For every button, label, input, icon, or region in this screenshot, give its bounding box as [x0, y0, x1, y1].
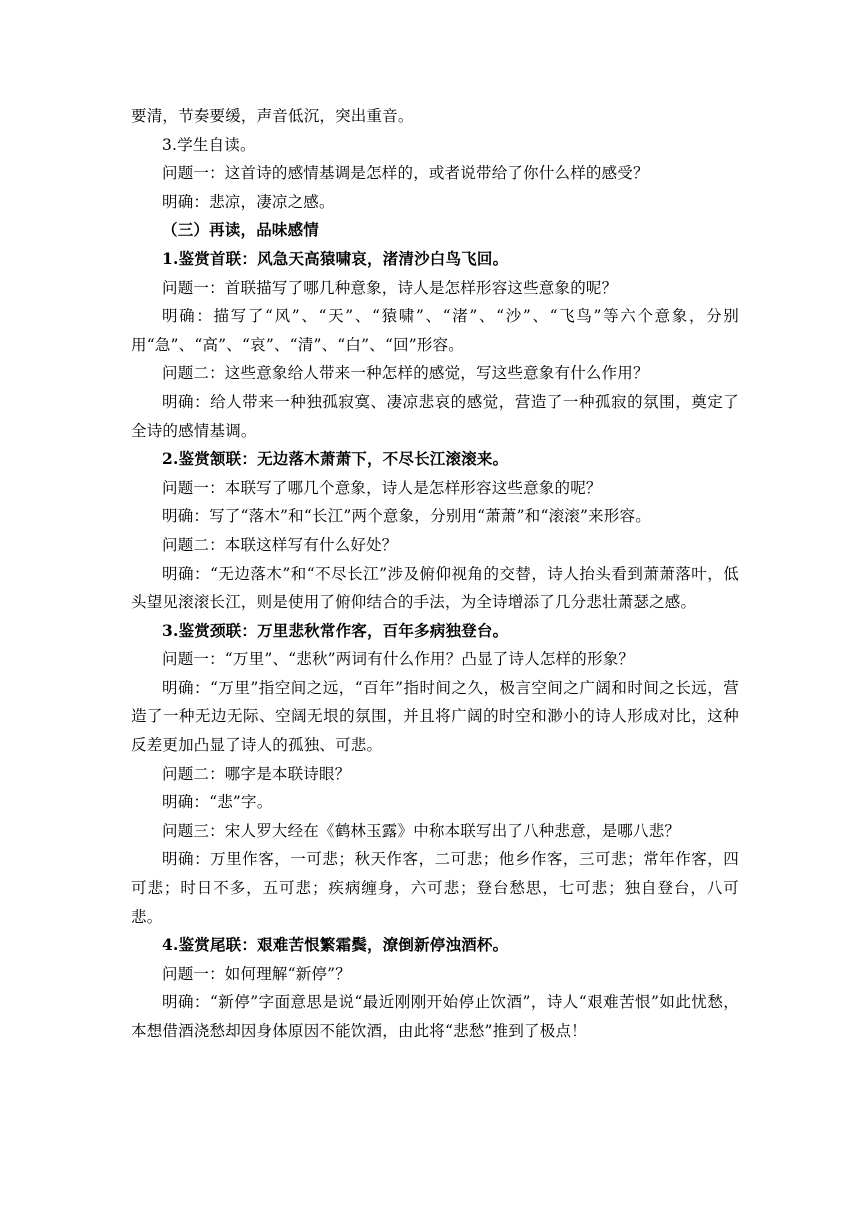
paragraph-answer: 明确：“新停”字面意思是说“最近刚刚开始停止饮酒”，诗人“艰难苦恨”如此忧愁，本想借酒浇愁却因身体原因不能饮酒，由此将“悲愁”推到了极点！ [131, 993, 739, 1040]
subsection-heading: 2.鉴赏颔联：无边落木萧萧下，不尽长江滚滚来。 [162, 449, 509, 469]
document-body [131, 102, 739, 1046]
paragraph-reading-guidance-end: 要清，节奏要缓，声音低沉，突出重音。 [131, 107, 414, 125]
paragraph-question: 问题一：“万里”、“悲秋”两词有什么作用？凸显了诗人怎样的形象？ [162, 650, 635, 669]
paragraph-answer: 明确：描写了“风”、“天”、“猿啸”、“渚”、“沙”、“飞鸟”等六个意象，分别用“急”、“高”、“哀”、“清”、“白”、“回”形容。 [131, 307, 739, 354]
section-heading: （三）再读，品味感情 [162, 220, 320, 240]
subsection-heading: 1.鉴赏首联：风急天高猿啸哀，渚清沙白鸟飞回。 [162, 248, 509, 268]
paragraph-question: 问题一：首联描写了哪几种意象，诗人是怎样形容这些意象的呢？ [162, 278, 618, 297]
paragraph-answer: 明确：“悲”字。 [162, 793, 273, 812]
paragraph-answer: 明确：给人带来一种独孤寂寞、凄凉悲哀的感觉，营造了一种孤寂的氛围，奠定了全诗的感情基调。 [131, 392, 739, 440]
paragraph-answer: 明确：悲凉，凄凉之感。 [162, 192, 335, 211]
paragraph-answer: 明确：“无边落木”和“不尽长江”涉及俯仰视角的交替，诗人抬头看到萧萧落叶，低头望见滚滚长江，则是使用了俯仰结合的手法，为全诗增添了几分悲壮萧瑟之感。 [131, 564, 739, 612]
paragraph-question: 问题二：本联这样写有什么好处？ [162, 535, 398, 554]
paragraph-question: 问题二：哪字是本联诗眼？ [162, 764, 351, 783]
paragraph-question: 问题二：这些意象给人带来一种怎样的感觉，写这些意象有什么作用？ [162, 364, 649, 383]
paragraph-answer: 明确：写了“落木”和“长江”两个意象，分别用“萧萧”和“滚滚”来形容。 [162, 507, 651, 526]
paragraph-question: 问题一：本联写了哪几个意象，诗人是怎样形容这些意象的呢？ [162, 478, 602, 497]
paragraph-student-self-reading: 3.学生自读。 [162, 135, 256, 154]
paragraph-question: 问题三：宋人罗大经在《鹤林玉露》中称本联写出了八种悲意，是哪八悲？ [162, 821, 681, 840]
paragraph-question: 问题一：这首诗的感情基调是怎样的，或者说带给了你什么样的感受？ [162, 164, 649, 183]
paragraph-question: 问题一：如何理解“新停”？ [162, 964, 351, 983]
paragraph-answer: 明确：“万里”指空间之远，“百年”指时间之久，极言空间之广阔和时间之长远，营造了一种无边无际、空阔无垠的氛围，并且将广阔的时空和渺小的诗人形成对比，这种反差更加凸显了诗人的孤独、可悲。 [131, 678, 739, 755]
paragraph-answer: 明确：万里作客，一可悲；秋天作客，二可悲；他乡作客，三可悲；常年作客，四可悲；时日不多，五可悲；疾病缠身，六可悲；登台愁思，七可悲；独自登台，八可悲。 [131, 850, 739, 926]
subsection-heading: 3.鉴赏颈联：万里悲秋常作客，百年多病独登台。 [162, 620, 509, 640]
subsection-heading: 4.鉴赏尾联：艰难苦恨繁霜鬓，潦倒新停浊酒杯。 [162, 935, 509, 955]
